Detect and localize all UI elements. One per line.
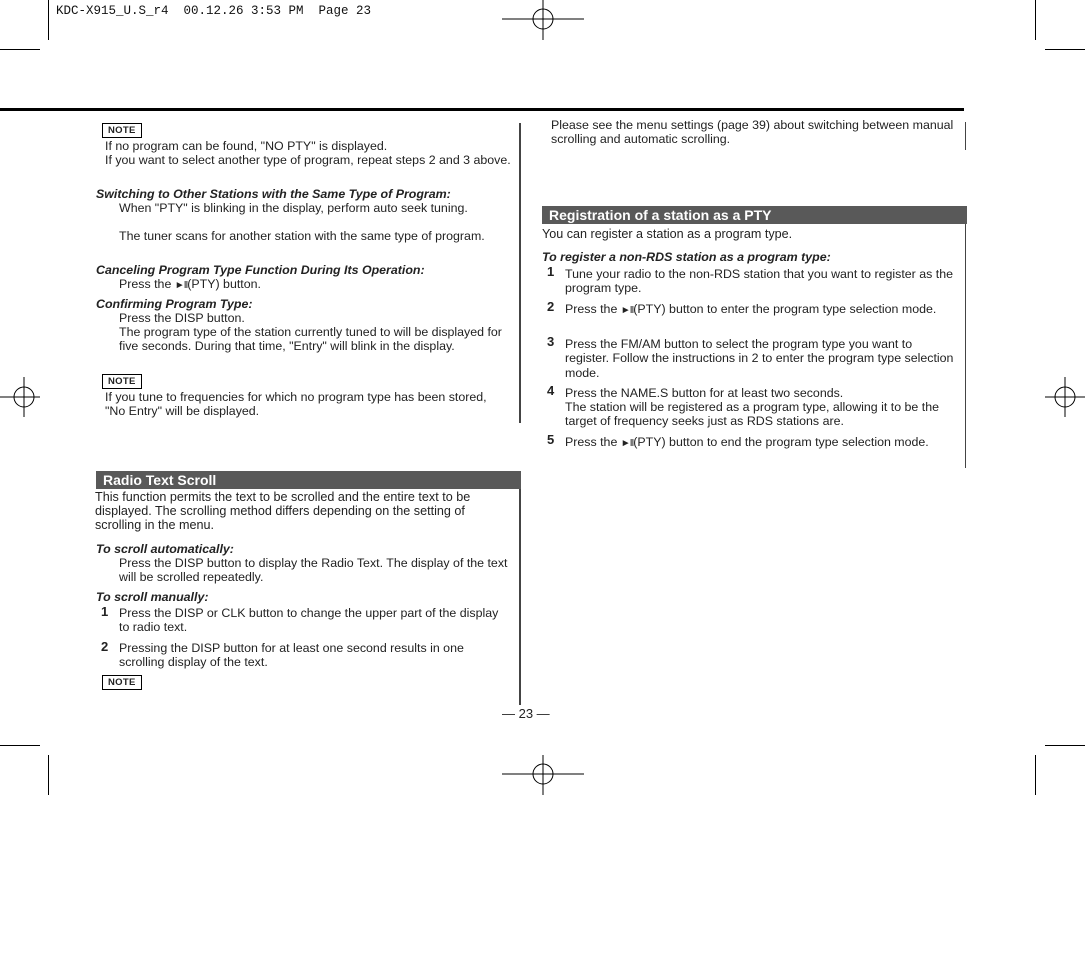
registration-mark-top <box>502 0 584 40</box>
step-text: Press the ►II(PTY) button to end the program type selection mode. <box>565 435 929 449</box>
left-column-rule-lower <box>519 487 521 705</box>
step-text: Press the DISP or CLK button to change the upper part of the display to radio text. <box>119 606 499 635</box>
note-label: NOTE <box>102 374 142 389</box>
step-number: 4 <box>547 383 555 398</box>
registration-mark-bottom <box>502 755 584 795</box>
step-number: 2 <box>547 299 555 314</box>
note-text: If you want to select another type of program, repeat steps 2 and 3 above. <box>105 153 511 167</box>
crop-mark-bl-v <box>48 755 49 795</box>
subheading-confirming: Confirming Program Type: <box>96 297 253 311</box>
step-number: 5 <box>547 432 555 447</box>
crop-mark-br-h <box>1045 745 1085 746</box>
body-text: When "PTY" is blinking in the display, perform auto seek tuning. <box>119 201 468 215</box>
crop-mark-bl-h <box>0 745 40 746</box>
note-text: If no program can be found, "NO PTY" is displayed. <box>105 139 388 153</box>
crop-mark-tl-v <box>48 0 49 40</box>
body-text: Press the ►II(PTY) button. <box>119 277 261 291</box>
body-text: Press the DISP button to display the Radio Text. The display of the text will be scrolled repeatedly. <box>119 556 508 585</box>
subheading-scroll-auto: To scroll automatically: <box>96 542 234 556</box>
step-text: Tune your radio to the non-RDS station that you want to register as the program type. <box>565 267 953 296</box>
section-intro: This function permits the text to be scrolled and the entire text to be displayed. The scrolling method differs depending on the setting of scrolling in the menu. <box>95 490 471 532</box>
top-rule <box>0 108 964 111</box>
play-pause-icon: ►II <box>620 438 634 449</box>
crop-mark-tr-h <box>1045 49 1085 50</box>
note-text: If you tune to frequencies for which no program type has been stored, "No Entry" will be displayed. <box>105 390 487 419</box>
section-intro: You can register a station as a program type. <box>542 227 793 241</box>
step-number: 3 <box>547 334 555 349</box>
crop-mark-tl-h <box>0 49 40 50</box>
left-column-rule-upper <box>519 123 521 423</box>
step-number: 1 <box>101 604 109 619</box>
play-pause-icon: ►II <box>174 280 188 291</box>
step-text: Press the ►II(PTY) button to enter the program type selection mode. <box>565 302 937 316</box>
body-text: Press the DISP button. <box>119 311 245 325</box>
registration-mark-left <box>0 377 40 417</box>
registration-mark-right <box>1045 377 1085 417</box>
step-text: Press the NAME.S button for at least two seconds. <box>565 386 844 400</box>
right-column-rule <box>965 224 966 468</box>
section-heading-registration: Registration of a station as a PTY <box>542 206 967 224</box>
step-number: 2 <box>101 639 109 654</box>
step-number: 1 <box>547 264 555 279</box>
note-label: NOTE <box>102 675 142 690</box>
subheading-register: To register a non-RDS station as a program type: <box>542 250 831 264</box>
step-text: Pressing the DISP button for at least one second results in one scrolling display of the text. <box>119 641 464 670</box>
body-text: Please see the menu settings (page 39) about switching between manual scrolling and automatic scrolling. <box>551 118 954 147</box>
right-column-rule-top <box>965 122 966 150</box>
note-label: NOTE <box>102 123 142 138</box>
subheading-scroll-manual: To scroll manually: <box>96 590 209 604</box>
body-text: The tuner scans for another station with the same type of program. <box>119 229 485 243</box>
step-text: Press the FM/AM button to select the program type you want to register. Follow the instructions in 2 to enter the program type selection mode. <box>565 337 954 380</box>
subheading-switching: Switching to Other Stations with the Same Type of Program: <box>96 187 451 201</box>
step-text: The station will be registered as a program type, allowing it to be the target of frequency seeks just as RDS stations are. <box>565 400 939 429</box>
crop-mark-tr-v <box>1035 0 1036 40</box>
play-pause-icon: ►II <box>620 305 634 316</box>
crop-mark-br-v <box>1035 755 1036 795</box>
subheading-canceling: Canceling Program Type Function During Its Operation: <box>96 263 425 277</box>
print-header: KDC-X915_U.S_r4 00.12.26 3:53 PM Page 23 <box>56 4 372 18</box>
body-text: The program type of the station currently tuned to will be displayed for five seconds. During that time, "Entry" will blink in the display. <box>119 325 502 354</box>
page-number: — 23 — <box>502 706 550 721</box>
section-heading-radio-text-scroll: Radio Text Scroll <box>96 471 521 489</box>
